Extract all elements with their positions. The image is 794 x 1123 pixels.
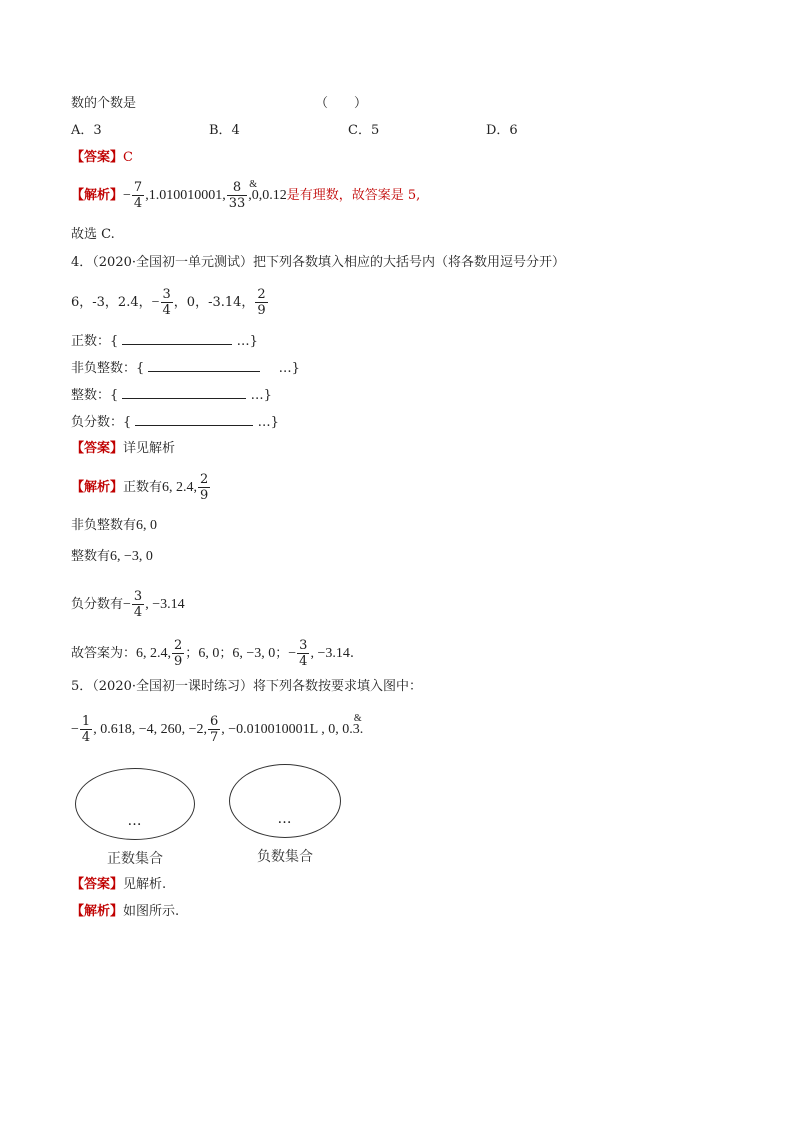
set-label: 负分数：{: [71, 415, 132, 430]
negative-set-ellipse: [229, 764, 341, 838]
analysis-text: 整数有: [71, 549, 111, 564]
positive-set-caption: 正数集合: [107, 851, 163, 867]
q5-numbers-line: [71, 714, 363, 745]
frac-denominator: 4: [133, 605, 143, 620]
q5-frac-1: [80, 714, 92, 745]
q3-analysis-tail-text: ,0,0.12: [248, 188, 287, 203]
q3-analysis-sign: −: [123, 188, 131, 203]
q5-stem: 5．（2020·全国初一课时练习）将下列各数按要求填入图中：: [71, 679, 422, 694]
analysis-sign: −: [123, 597, 131, 612]
q4-numbers-sign: −: [151, 295, 160, 310]
frac-numerator: 7: [133, 180, 143, 195]
q4-answer: 详见解析: [123, 441, 176, 456]
q5-mid: , 0.618, −4, 260, −2,: [93, 722, 207, 737]
frac-numerator: 2: [257, 287, 266, 302]
frac-numerator: 6: [209, 714, 219, 729]
negative-set-figure: [229, 764, 341, 866]
answer-tag: 【答案】: [71, 150, 124, 165]
q4-set-nonneg-int: [71, 358, 300, 378]
set-end: …}: [257, 415, 279, 430]
q3-option-c: C．5: [348, 123, 380, 138]
q5-sign: −: [71, 722, 79, 737]
frac-numerator: 2: [174, 638, 183, 653]
answer-tag: 【答案】: [71, 441, 124, 456]
frac-numerator: 2: [200, 472, 209, 487]
q5-answer-line: [71, 876, 166, 894]
frac-denominator: 4: [133, 196, 143, 211]
q4-set-integer: [71, 385, 272, 405]
q3-answer: C: [123, 150, 133, 165]
frac-numerator: 3: [133, 589, 143, 604]
q4-analysis-2: [71, 517, 157, 535]
q3-analysis-tail: [248, 179, 287, 203]
frac-denominator: 9: [200, 488, 209, 503]
frac-denominator: 4: [299, 654, 308, 669]
analysis-text: 非负整数有: [71, 518, 137, 533]
q3-option-b: B．4: [209, 123, 240, 138]
fill-blank[interactable]: [122, 331, 232, 345]
analysis-math: 6, 2.4,: [162, 480, 198, 495]
q3-analysis-line: [71, 180, 420, 211]
q3-answer-line: [71, 149, 133, 167]
separator: ；: [219, 646, 233, 661]
q3-analysis-mid: ,1.010010001,: [145, 188, 226, 203]
final-math: , −3.14: [310, 646, 350, 661]
final-math: 6, 0: [198, 646, 220, 661]
final-math: 6, −3, 0: [232, 646, 276, 661]
final-frac: [172, 638, 184, 669]
repeating-dot-mark: &: [353, 713, 362, 724]
analysis-text: 负分数有: [71, 597, 124, 612]
negative-set-caption: 负数集合: [257, 849, 313, 865]
final-math: 6, 2.4,: [136, 646, 172, 661]
answer-tag: 【答案】: [71, 877, 124, 892]
q5-end: .: [359, 722, 364, 737]
set-end: …}: [236, 334, 258, 349]
q5-tail-text: , −0.010010001L , 0, 0.3: [221, 722, 360, 737]
final-frac: [297, 638, 309, 669]
frac-denominator: 4: [162, 303, 171, 318]
frac-denominator: 7: [209, 730, 219, 745]
q3-stem-end: 数的个数是: [71, 96, 137, 111]
separator: ；: [275, 646, 289, 661]
frac-numerator: 3: [162, 287, 171, 302]
q4-analysis-3: [71, 548, 153, 566]
analysis-math: , −3.14: [145, 597, 185, 612]
q3-final: 故选 C.: [71, 227, 115, 242]
fill-blank[interactable]: [148, 358, 260, 372]
analysis-tag: 【解析】: [71, 904, 124, 919]
q4-set-positive: [71, 331, 258, 351]
frac-denominator: 33: [228, 196, 246, 211]
q4-set-neg-frac: [71, 412, 279, 432]
q4-stem: 4．（2020·全国初一单元测试）把下列各数填入相应的大括号内（将各数用逗号分开）: [71, 255, 565, 270]
positive-set-ellipse: [75, 768, 195, 840]
analysis-tag: 【解析】: [71, 480, 124, 495]
set-label: 非负整数：{: [71, 361, 145, 376]
analysis-frac: [132, 589, 144, 620]
positive-set-figure: [75, 768, 195, 868]
analysis-frac: [198, 472, 210, 503]
q4-final-line: [71, 638, 354, 669]
q3-analysis-frac-1: [132, 180, 144, 211]
analysis-text: 正数有: [123, 480, 163, 495]
q3-analysis-conclusion: 是有理数，故答案是 5,: [286, 188, 421, 203]
separator: ；: [185, 646, 199, 661]
q3-option-d: D．6: [486, 123, 518, 138]
q4-answer-line: [71, 440, 175, 458]
frac-numerator: 3: [299, 638, 308, 653]
set-end: …}: [278, 361, 300, 376]
ellipsis: …: [277, 811, 293, 827]
q5-tail: [221, 713, 362, 737]
final-text: 故答案为：: [71, 646, 137, 661]
q4-analysis-4: [71, 589, 185, 620]
q5-frac-2: [208, 714, 220, 745]
q3-paren: （ ）: [315, 96, 368, 111]
analysis-math: 6, −3, 0: [110, 549, 153, 564]
q5-analysis-line: [71, 903, 179, 921]
repeating-dot-mark: &: [249, 179, 258, 190]
ellipsis: …: [127, 813, 143, 829]
frac-denominator: 9: [174, 654, 183, 669]
q3-analysis-frac-2: [227, 180, 248, 211]
final-sign: −: [288, 646, 297, 661]
set-label: 整数：{: [71, 388, 119, 403]
frac-denominator: 4: [81, 730, 91, 745]
q4-numbers-b: ，0，-3.14，: [173, 295, 255, 310]
analysis-tag: 【解析】: [71, 188, 124, 203]
q5-analysis: 如图所示.: [123, 904, 180, 919]
q3-option-a: A．3: [71, 123, 102, 138]
q5-answer: 见解析.: [123, 877, 167, 892]
q4-numbers-line: [71, 287, 269, 318]
q4-numbers-frac-1: [161, 287, 173, 318]
set-label: 正数：{: [71, 334, 119, 349]
final-end: .: [349, 646, 354, 661]
analysis-math: 6, 0: [136, 518, 158, 533]
frac-numerator: 8: [232, 180, 242, 195]
q3-stem-line: [71, 95, 136, 113]
fill-blank[interactable]: [122, 385, 246, 399]
q4-numbers-frac-2: [255, 287, 267, 318]
frac-numerator: 1: [81, 714, 91, 729]
fill-blank[interactable]: [135, 412, 253, 426]
set-end: …}: [250, 388, 272, 403]
q4-analysis-1: [71, 472, 211, 503]
q4-numbers-a: 6，-3，2.4，: [71, 295, 152, 310]
frac-denominator: 9: [257, 303, 266, 318]
